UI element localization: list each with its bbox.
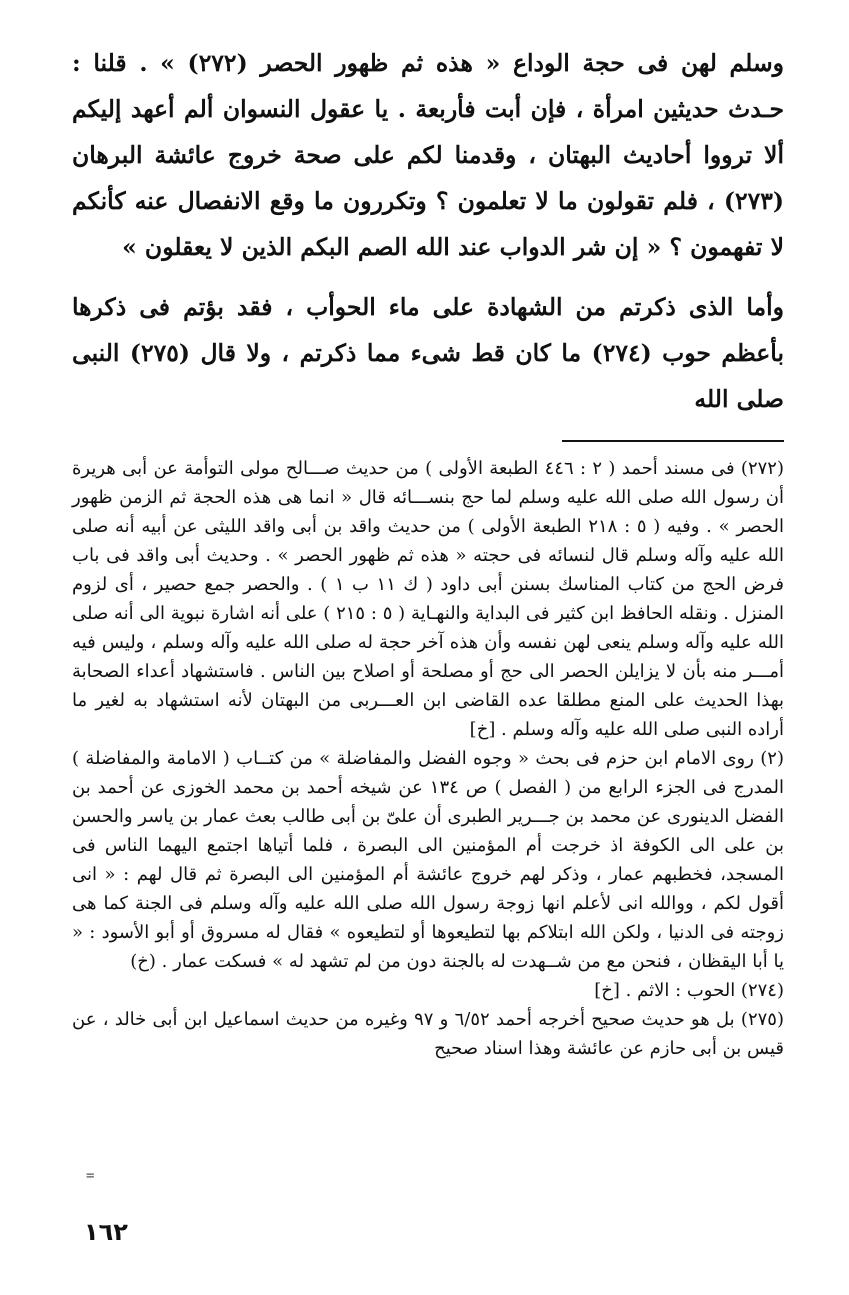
- main-text: [72, 40, 784, 422]
- footnotes: [72, 454, 784, 1063]
- footnote-272: (٢٧٢) فى مسند أحمد ( ٢ : ٤٤٦ الطبعة الأولى ) من حديث صـــالح مولى التوأمة عن أبى هريرة أن رسول الله صلى الله عليه وسلم لما حج بنســـائه قال « انما هى هذه الحجة ثم الزمن ظهور الحصر » . وفيه ( ٥ : ٢١٨ الطبعة الأولى ) من حديث واقد بن أبى واقد الليثى عن أبيه أنه صلى الله عليه وآله وسلم قال لنسائه فى حجته « هذه ثم ظهور الحصر » . وحديث أبى واقد فى باب فرض الحج من كتاب المناسك بسنن أبى داود ( ك ١١ ب ١ ) . والحصر جمع حصير ، أى لزوم المنزل . ونقله الحافظ ابن كثير فى البداية والنهـاية ( ٥ : ٢١٥ ) على أنه اشارة نبوية الى أنه صلى الله عليه وآله وسلم ينعى لهن نفسه وأن هذه آخر حجة له صلى الله عليه وآله وسلم ، وليس فيه أمـــر منه بأن لا يزايلن الحصر الى حج أو مصلحة أو اصلاح بين الناس . فاستشهاد أعداء الصحابة بهذا الحديث على المنع مطلقا عده القاضى ابن العـــربى من البهتان لأنه استشهاد به لغير ما أراده النبى صلى الله عليه وآله وسلم . [خ]: [72, 458, 785, 740]
- stray-mark: =: [86, 1168, 95, 1184]
- footnote-separator: [562, 440, 784, 442]
- book-page: [72, 40, 784, 1063]
- footnote-274: (٢٧٤) الحوب : الاثم . [خ]: [594, 980, 784, 1001]
- main-paragraph-2: وأما الذى ذكرتم من الشهادة على ماء الحوأب ، فقد بؤتم فى ذكرها بأعظم حوب (٢٧٤) ما كان قط شىء مما ذكرتم ، ولا قال (٢٧٥) النبى صلى الله: [72, 293, 785, 413]
- page-number: ١٦٢: [84, 1218, 128, 1246]
- footnote-2: (٢) روى الامام ابن حزم فى بحث « وجوه الفضل والمفاضلة » من كتــاب ( الامامة والمفاضلة ) المدرج فى الجزء الرابع من ( الفصل ) ص ١٣٤ عن شيخه أحمد بن محمد الخوزى عن أحمد بن الفضل الدينورى عن محمد بن جـــرير الطبرى أن علىّ بن أبى طالب بعث عمار بن ياسر والحسن بن على الى الكوفة اذ خرجت أم المؤمنين الى البصرة ، فلما أتياها اجتمع اليهما الناس فى المسجد، فخطبهم عمار ، وذكر لهم خروج عائشة أم المؤمنين الى البصرة ثم قال لهم : « انى أقول لكم ، ووالله انى لأعلم انها زوجة رسول الله صلى الله عليه وآله وسلم فى الجنة كما هى زوجته فى الدنيا ، ولكن الله ابتلاكم بها لتطيعوها أو لتطيعوه » فقال له مسروق أو أبو الأسود : « يا أبا اليقظان ، فنحن مع من شــهدت له بالجنة دون من لم تشهد له » فسكت عمار . (خ): [72, 748, 784, 972]
- main-paragraph-1: وسلم لهن فى حجة الوداع « هذه ثم ظهور الحصر (٢٧٢) » . قلنا : حـدث حديثين امرأة ، فإن أبت فأربعة . يا عقول النسوان ألم أعهد إليكم ألا ترووا أحاديث البهتان ، وقدمنا لكم على صحة خروج عائشة البرهان (٢٧٣) ، فلم تقولون ما لا تعلمون ؟ وتكررون ما وقع الانفصال عنه كأنكم لا تفهمون ؟ « إن شر الدواب عند الله الصم البكم الذين لا يعقلون »: [72, 49, 784, 261]
- footnote-275: (٢٧٥) بل هو حديث صحيح أخرجه أحمد ٦/٥٢ و ٩٧ وغيره من حديث اسماعيل ابن أبى خالد ، عن قيس بن أبى حازم عن عائشة وهذا اسناد صحيح: [72, 1009, 784, 1059]
